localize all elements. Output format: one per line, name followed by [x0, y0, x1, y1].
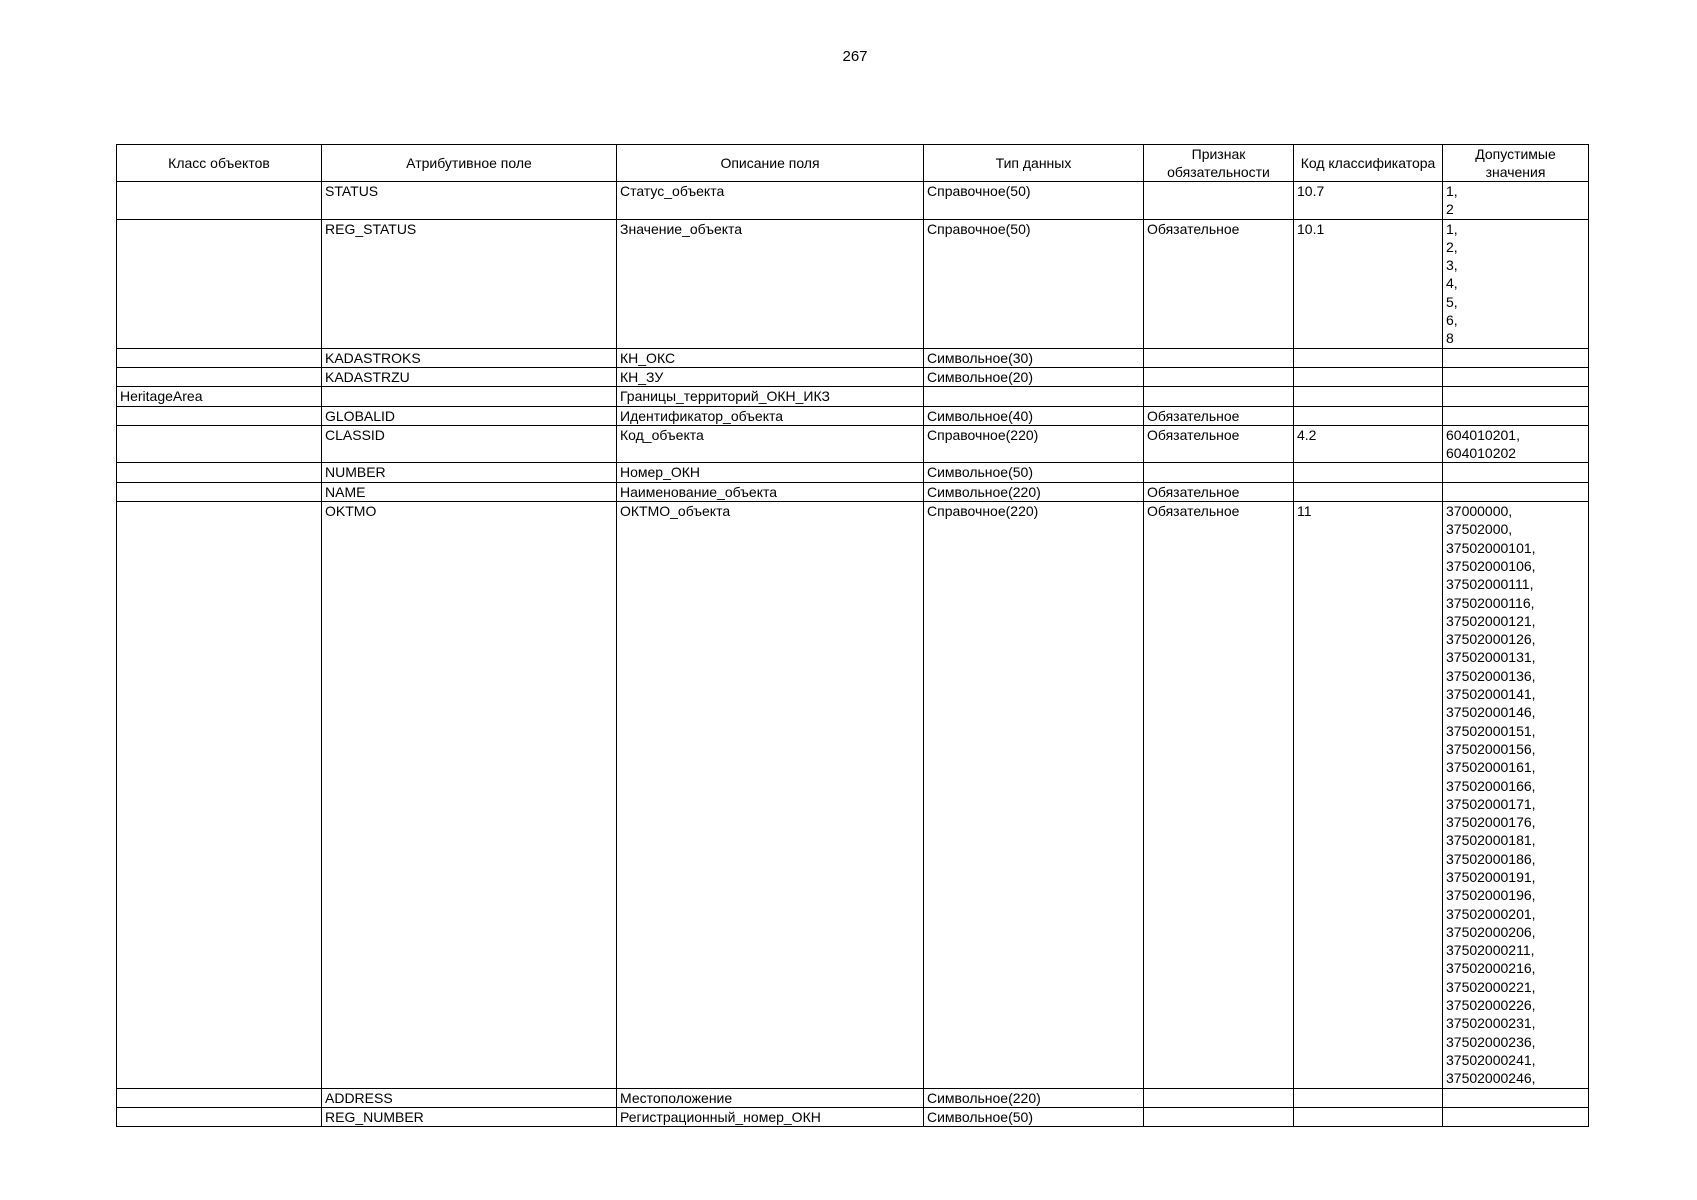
table-row: [117, 482, 1589, 501]
cell-field-description: Идентификатор_объекта: [617, 406, 924, 425]
cell-field-description: Код_объекта: [617, 425, 924, 463]
cell-attribute-field: REG_STATUS: [322, 219, 617, 348]
cell-object-class: [117, 182, 322, 220]
cell-object-class: [117, 367, 322, 386]
header-object-class: Класс объектов: [117, 145, 322, 182]
cell-allowed-values: 1, 2: [1443, 182, 1589, 220]
cell-classifier-code: 10.7: [1294, 182, 1443, 220]
cell-attribute-field: NUMBER: [322, 463, 617, 482]
cell-classifier-code: [1294, 387, 1443, 406]
cell-object-class: [117, 463, 322, 482]
cell-required-flag: Обязательное: [1144, 482, 1294, 501]
cell-classifier-code: [1294, 482, 1443, 501]
table-row: [117, 1107, 1589, 1126]
cell-data-type: Справочное(50): [924, 182, 1144, 220]
cell-classifier-code: [1294, 406, 1443, 425]
cell-attribute-field: REG_NUMBER: [322, 1107, 617, 1126]
cell-data-type: Символьное(220): [924, 1088, 1144, 1107]
cell-classifier-code: 4.2: [1294, 425, 1443, 463]
attribute-table: [116, 144, 1589, 1127]
table-row: [117, 463, 1589, 482]
cell-field-description: Границы_территорий_ОКН_ИКЗ: [617, 387, 924, 406]
header-required-flag: Признак обязательности: [1144, 145, 1294, 182]
cell-required-flag: [1144, 367, 1294, 386]
cell-field-description: Значение_объекта: [617, 219, 924, 348]
cell-data-type: Символьное(20): [924, 367, 1144, 386]
cell-attribute-field: OKTMO: [322, 502, 617, 1089]
table-row: [117, 502, 1589, 1089]
cell-required-flag: Обязательное: [1144, 425, 1294, 463]
cell-allowed-values: [1443, 1088, 1589, 1107]
cell-classifier-code: [1294, 1088, 1443, 1107]
cell-field-description: Наименование_объекта: [617, 482, 924, 501]
cell-data-type: Символьное(40): [924, 406, 1144, 425]
table-row: [117, 348, 1589, 367]
cell-classifier-code: 11: [1294, 502, 1443, 1089]
cell-field-description: Статус_объекта: [617, 182, 924, 220]
table-body: [117, 182, 1589, 1127]
cell-allowed-values: [1443, 367, 1589, 386]
cell-field-description: КН_ЗУ: [617, 367, 924, 386]
cell-object-class: HeritageArea: [117, 387, 322, 406]
cell-object-class: [117, 348, 322, 367]
cell-attribute-field: KADASTROKS: [322, 348, 617, 367]
cell-data-type: [924, 387, 1144, 406]
cell-allowed-values: 604010201, 604010202: [1443, 425, 1589, 463]
cell-classifier-code: [1294, 367, 1443, 386]
cell-allowed-values: 37000000, 37502000, 37502000101, 37502000106, 37502000111, 37502000116, 37502000121, 37502000126, 37502000131, 37502000136, 37502000141, 37502000146, 37502000151, 37502000156, 37502000161, 37502000166, 37502000171, 37502000176, 37502000181, 37502000186, 37502000191, 37502000196, 37502000201, 37502000206, 37502000211, 37502000216, 37502000221, 37502000226, 37502000231, 37502000236, 37502000241, 37502000246,: [1443, 502, 1589, 1089]
cell-required-flag: [1144, 463, 1294, 482]
table-row: [117, 367, 1589, 386]
cell-object-class: [117, 482, 322, 501]
cell-allowed-values: [1443, 463, 1589, 482]
cell-field-description: Регистрационный_номер_ОКН: [617, 1107, 924, 1126]
cell-attribute-field: KADASTRZU: [322, 367, 617, 386]
table-row: [117, 406, 1589, 425]
cell-allowed-values: [1443, 1107, 1589, 1126]
cell-allowed-values: [1443, 406, 1589, 425]
cell-field-description: КН_ОКС: [617, 348, 924, 367]
header-data-type: Тип данных: [924, 145, 1144, 182]
table-header-row: [117, 145, 1589, 182]
cell-required-flag: [1144, 1107, 1294, 1126]
cell-attribute-field: NAME: [322, 482, 617, 501]
cell-data-type: Справочное(220): [924, 502, 1144, 1089]
cell-classifier-code: [1294, 1107, 1443, 1126]
table-row: [117, 182, 1589, 220]
header-allowed-values: Допустимые значения: [1443, 145, 1589, 182]
cell-object-class: [117, 502, 322, 1089]
header-attribute-field: Атрибутивное поле: [322, 145, 617, 182]
cell-required-flag: [1144, 1088, 1294, 1107]
cell-object-class: [117, 406, 322, 425]
cell-data-type: Символьное(50): [924, 1107, 1144, 1126]
table-row: [117, 219, 1589, 348]
cell-required-flag: [1144, 387, 1294, 406]
cell-attribute-field: CLASSID: [322, 425, 617, 463]
cell-required-flag: Обязательное: [1144, 502, 1294, 1089]
cell-attribute-field: STATUS: [322, 182, 617, 220]
cell-field-description: ОКТМО_объекта: [617, 502, 924, 1089]
cell-required-flag: Обязательное: [1144, 406, 1294, 425]
table-row: [117, 387, 1589, 406]
cell-allowed-values: 1, 2, 3, 4, 5, 6, 8: [1443, 219, 1589, 348]
header-classifier-code: Код классификатора: [1294, 145, 1443, 182]
cell-data-type: Справочное(50): [924, 219, 1144, 348]
cell-field-description: Номер_ОКН: [617, 463, 924, 482]
cell-data-type: Символьное(30): [924, 348, 1144, 367]
cell-classifier-code: 10.1: [1294, 219, 1443, 348]
cell-allowed-values: [1443, 387, 1589, 406]
table-row: [117, 1088, 1589, 1107]
page-number: 267: [842, 48, 868, 65]
table-row: [117, 425, 1589, 463]
cell-classifier-code: [1294, 463, 1443, 482]
cell-required-flag: Обязательное: [1144, 219, 1294, 348]
cell-data-type: Справочное(220): [924, 425, 1144, 463]
cell-object-class: [117, 425, 322, 463]
cell-required-flag: [1144, 182, 1294, 220]
cell-object-class: [117, 1088, 322, 1107]
cell-allowed-values: [1443, 482, 1589, 501]
cell-field-description: Местоположение: [617, 1088, 924, 1107]
cell-allowed-values: [1443, 348, 1589, 367]
header-field-description: Описание поля: [617, 145, 924, 182]
cell-attribute-field: ADDRESS: [322, 1088, 617, 1107]
cell-data-type: Символьное(220): [924, 482, 1144, 501]
cell-required-flag: [1144, 348, 1294, 367]
cell-classifier-code: [1294, 348, 1443, 367]
cell-attribute-field: GLOBALID: [322, 406, 617, 425]
cell-attribute-field: [322, 387, 617, 406]
cell-data-type: Символьное(50): [924, 463, 1144, 482]
cell-object-class: [117, 1107, 322, 1126]
cell-object-class: [117, 219, 322, 348]
